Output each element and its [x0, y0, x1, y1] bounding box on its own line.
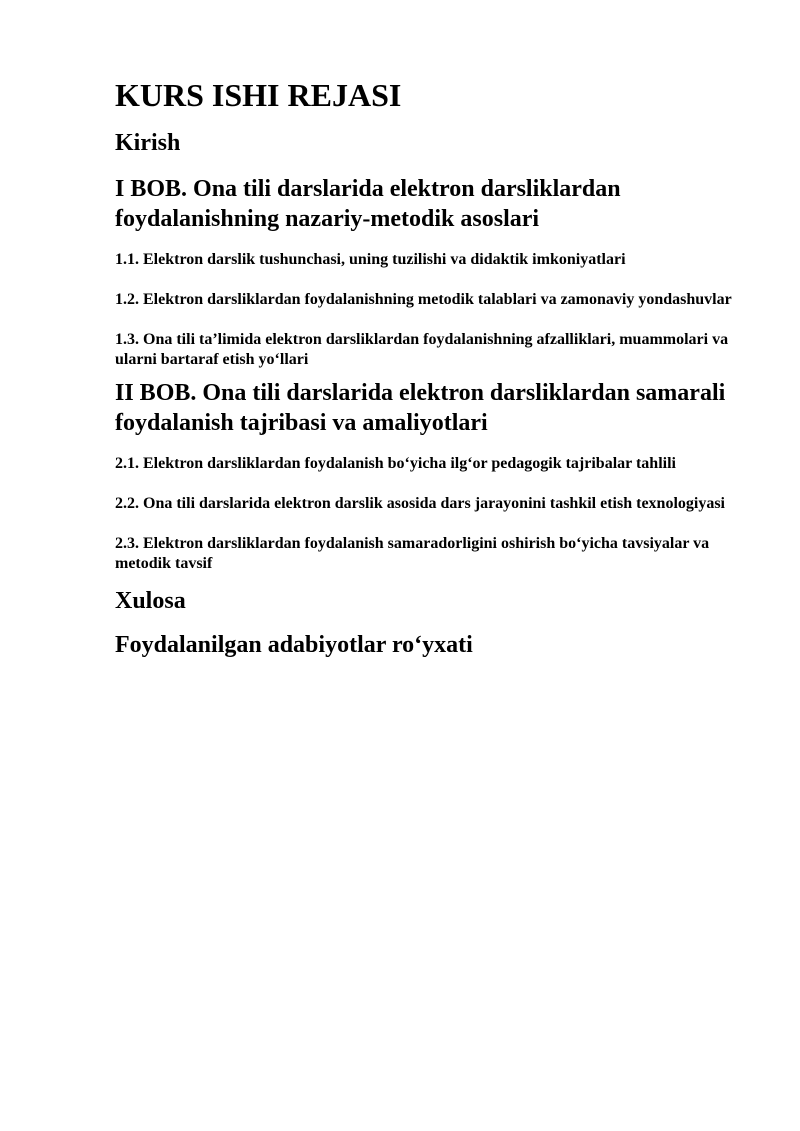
section-2-1: 2.1. Elektron darsliklardan foydalanish bo‘yicha ilg‘or pedagogik tajribalar tahlili	[115, 455, 676, 472]
chapter-2-heading: II BOB. Ona tili darslarida elektron darsliklardan samarali foydalanish tajribasi va amaliyotlari	[115, 380, 726, 436]
document-title: KURS ISHI REJASI	[115, 77, 402, 113]
section-2-2: 2.2. Ona tili darslarida elektron darslik asosida dars jarayonini tashkil etish texnologiyasi	[115, 495, 725, 512]
references-heading: Foydalanilgan adabiyotlar ro‘yxati	[115, 632, 473, 658]
section-1-3: 1.3. Ona tili ta’limida elektron darsliklardan foydalanishning afzalliklari, muammolari va ularni bartaraf etish yo‘llari	[115, 331, 729, 368]
conclusion-heading: Xulosa	[115, 588, 186, 614]
section-1-2: 1.2. Elektron darsliklardan foydalanishning metodik talablari va zamonaviy yondashuvlar	[115, 291, 732, 308]
chapter-1-heading: I BOB. Ona tili darslarida elektron darsliklardan foydalanishning nazariy-metodik asoslari	[115, 176, 621, 232]
section-2-3: 2.3. Elektron darsliklardan foydalanish samaradorligini oshirish bo‘yicha tavsiyalar va metodik tavsif	[115, 535, 710, 572]
intro-heading: Kirish	[115, 130, 181, 156]
section-1-1: 1.1. Elektron darslik tushunchasi, uning tuzilishi va didaktik imkoniyatlari	[115, 251, 626, 268]
document-page	[115, 74, 755, 660]
